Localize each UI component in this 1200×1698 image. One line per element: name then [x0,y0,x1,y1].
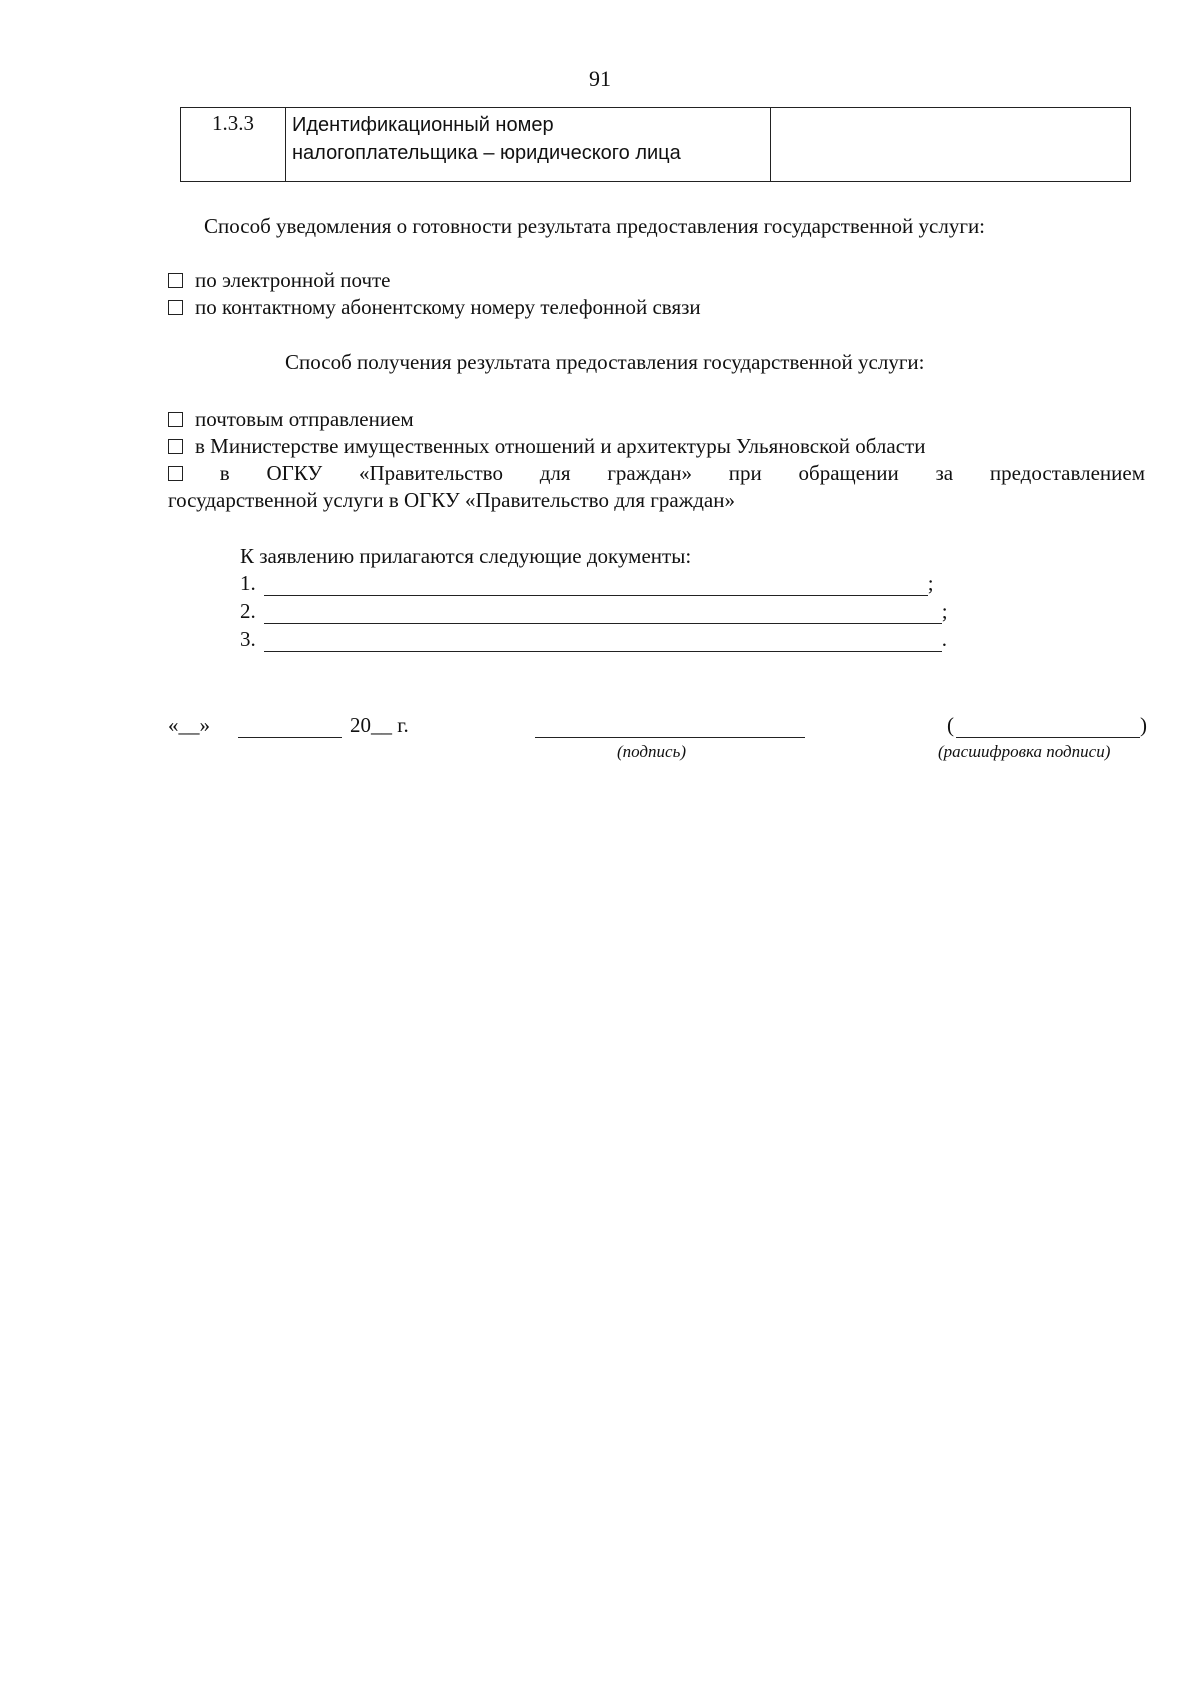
ogku-word: для [539,461,571,485]
attachment-item-3[interactable] [240,627,947,652]
date-month-field[interactable] [238,737,342,738]
signature-field[interactable] [535,737,805,738]
attachment-end: . [941,627,947,651]
row-value-field[interactable] [771,108,1131,182]
table-row [181,108,1131,182]
attachment-field[interactable] [264,603,942,624]
email-checkbox[interactable] [168,273,183,288]
signature-caption: (подпись) [617,742,686,761]
ogku-word: граждан» [607,461,692,485]
mail-checkbox[interactable] [168,412,183,427]
ministry-checkbox[interactable] [168,439,183,454]
decode-caption: (расшифровка подписи) [938,742,1111,761]
attachment-number: 1. [240,571,256,595]
ogku-word: при [728,461,762,485]
attachment-number: 2. [240,599,256,623]
attachment-item-1[interactable] [240,571,934,596]
attachment-field[interactable] [264,631,942,652]
attachment-item-2[interactable] [240,599,948,624]
row-label-line-2: налогоплательщика – юридического лица [292,142,681,164]
receipt-option-ogku[interactable] [168,461,1145,486]
option-label: по контактному абонентскому номеру телефонной связи [195,295,701,319]
receipt-option-ministry[interactable] [168,434,925,459]
attachment-end: ; [941,599,948,623]
notification-option-phone[interactable] [168,295,701,320]
attachment-end: ; [927,571,934,595]
date-year: 20__ г. [350,713,409,737]
ogku-word: за [935,461,954,485]
row-label [286,108,771,182]
ogku-continuation: государственной услуги в ОГКУ «Правительство для граждан» [168,488,735,512]
notification-option-email[interactable] [168,268,391,293]
phone-checkbox[interactable] [168,300,183,315]
info-table [180,107,1131,182]
ogku-word: предоставлением [989,461,1145,485]
receipt-option-mail[interactable] [168,407,414,432]
page-number: 91 [589,66,611,91]
option-label: в Министерстве имущественных отношений и архитектуры Ульяновской области [195,434,926,458]
ogku-word: ОГКУ [266,461,323,485]
attachment-field[interactable] [264,575,928,596]
option-label: почтовым отправлением [195,407,414,431]
date-day: «__» [168,713,210,737]
decode-field[interactable] [956,737,1140,738]
row-label-line-1: Идентификационный номер [292,114,554,136]
ogku-word: в [219,461,230,485]
option-label: по электронной почте [195,268,391,292]
attachment-number: 3. [240,627,256,651]
ogku-word: «Правительство [358,461,503,485]
attachments-heading: К заявлению прилагаются следующие документы: [240,544,692,568]
ogku-word: обращении [798,461,899,485]
notification-heading: Способ уведомления о готовности результата предоставления государственной услуги: [204,214,986,238]
decode-paren-close: ) [1140,713,1147,737]
ogku-checkbox[interactable] [168,466,183,481]
decode-paren-open: ( [947,713,954,737]
row-number: 1.3.3 [181,108,286,182]
receipt-heading: Способ получения результата предоставления государственной услуги: [285,350,925,374]
